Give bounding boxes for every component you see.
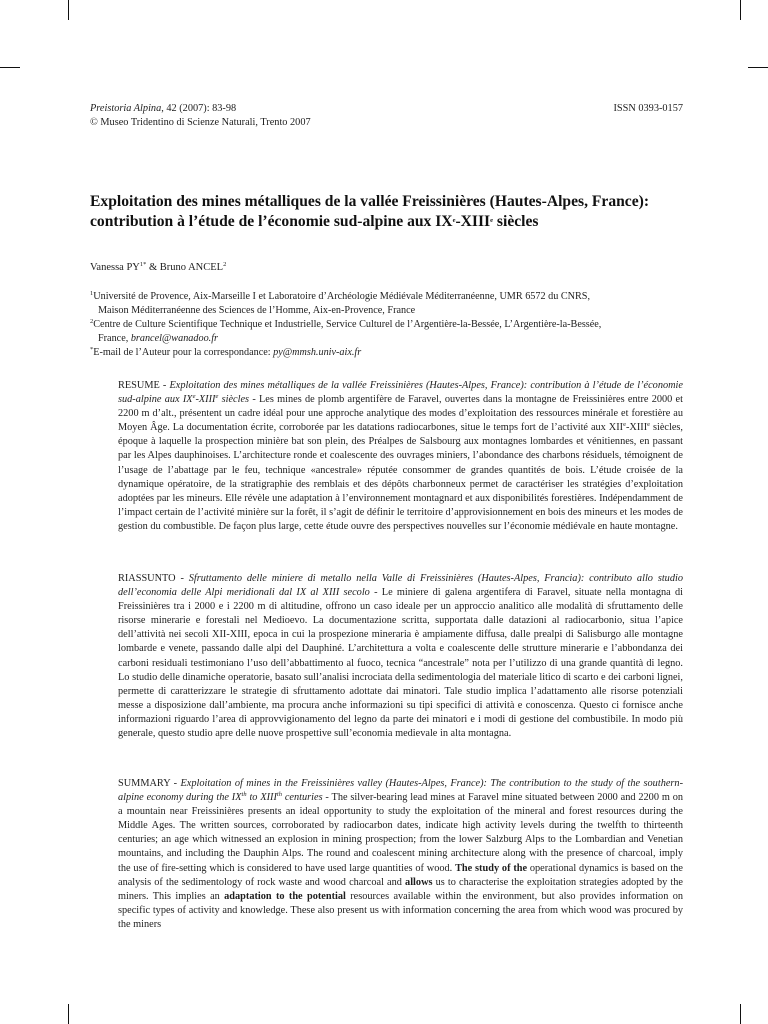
email-link[interactable]: brancel@wanadoo.fr	[130, 333, 219, 345]
article-title	[90, 192, 690, 232]
affiliation-1-cont: Maison Méditerranéenne des Sciences de l’Homme, Aix-en-Provence, France	[98, 305, 416, 317]
crop-mark	[740, 0, 741, 20]
affil-text: E-mail de l’Auteur pour la correspondance:	[93, 347, 274, 359]
abstract-sup: th	[276, 791, 282, 799]
correspondence	[90, 346, 684, 360]
abstract-title: siècles	[218, 394, 250, 406]
abstract-body: siècles, époque à laquelle la prospection minière bat son plein, des Préalpes de Salsbourg aux montagnes lombardes et vénitiennes, en passant par les Alpes dauphinoises. L’architecture ronde et coalescente des ouvrages miniers, l’abondance des charbons résiduels, témoignent de l’usage de l’abattage par le feu, technique «ancestrale» réputée consommer de grandes quantités de bois. L’étude croisée de la dynamique opératoire, de la stratigraphie des remblais et des dépôts charbonneux permet de caractériser les stratégies d’exploitation adoptées par les mineurs. Elle révèle une adaptation à l’environnement montagnard et aux disponibilités forestières. Indépendamment de l’impact certain de l’activité minière sur la forêt, il s’agit de définir le territoire d’approvisionnement en bois des mineurs et les modes de gestion du combustible. De façon plus large, cette étude ouvre des perspectives nouvelles sur l’économie médiévale en haute montagne.	[118, 422, 683, 532]
crop-mark	[68, 0, 69, 20]
abstract-body: operational dynamics is based on the analysis of the sedimentology of rock waste and wood charcoal and	[118, 862, 683, 888]
citation: , 42 (2007): 83-98	[161, 103, 237, 114]
abstract-title: -XIII	[195, 394, 216, 406]
abstract-sup: e	[192, 393, 196, 401]
crop-mark	[0, 67, 20, 68]
title-text: siècles	[493, 213, 539, 230]
abstract-sup: th	[241, 791, 247, 799]
affil-number: 1	[90, 290, 94, 297]
abstract-title: to XIII	[246, 792, 277, 804]
abstract-title: Exploitation of mines in the Freissinières valley (Hautes-Alpes, France): The contribution to the study of the southern-alpine economy during the IX	[118, 778, 683, 804]
author-sup: 2	[223, 261, 227, 268]
title-line-2: contribution à l’étude de l’économie sud-alpine aux IX	[90, 213, 453, 230]
abstract-body: us to characterise the exploitation strategies adopted by the miners. This implies an	[118, 876, 684, 902]
journal-name: Preistoria Alpina	[90, 103, 162, 114]
affiliation-2-cont	[90, 332, 684, 346]
affil-text: Université de Provence, Aix-Marseille I et Laboratoire d’Archéologie Médiévale Méditerranéenne, UMR 6572 du CNRS,	[93, 291, 591, 302]
summary-paragraph	[118, 777, 683, 932]
title-text: -XIII	[455, 213, 491, 230]
author-name: Bruno ANCEL	[159, 262, 224, 273]
riassunto-paragraph	[118, 572, 683, 741]
title-sup: e	[452, 217, 456, 224]
crop-mark	[748, 67, 768, 68]
affil-number: *	[90, 346, 94, 354]
abstract-body: - Le miniere di galena argentifera di Faravel, situate nella montagna di Freissinières tra i 2000 e i 2200 m di altitudine, offrono un caso ideale per un approccio analitico alle modalità di sfruttamento delle risorse minerarie e forestali nel Medioevo. La documentazione scritta, supportata dalle datazioni al radiocarbonio, situa l’apice dell’attività nei secoli XII-XIII, epoca in cui la prospezione mineraria è ampiamente diffusa, dalle prealpi di Salisburgo alle montagne lombarde e venete, passando dalle alpi del Dauphiné. L’architettura a volta e coalescente delle strutture minerarie e l’abbondanza dei carboni residuali testimoniano l’uso dell’abbattimento al fuoco, tecnica “ancestrale” nota per l’utilizzo di una grande quantità di legno. Lo studio delle dinamiche operatorie, basato sull’analisi incrociata della sedimentologia del materiale litico di scarto e dei carboni lignei, permette di caratterizzare le strategie di sfruttamento adottate dai minatori. Tale studio implica l’adattamento alle risorse potenziali messe a disposizione dall’ambiente, ma procura anche informazioni su tipi specifici di attività e conoscenza. Questo ci fornisce anche informazioni riguardo l’area di approvvigionamento del legno da parte dei minatori e i modi di gestione del combustibile. In modo più generale, questo studio apre delle nuove prospettive sull’economia medievale in alta montagna.	[118, 587, 683, 740]
section-label: RIASSUNTO -	[118, 573, 189, 584]
email-link[interactable]: py@mmsh.univ-aix.fr	[273, 347, 362, 359]
authors	[90, 262, 226, 273]
crop-mark	[68, 1004, 69, 1024]
abstract-sup: e	[215, 393, 219, 401]
abstract-sup: e	[647, 421, 651, 429]
copyright: © Museo Tridentino di Scienze Naturali, Trento 2007	[90, 117, 311, 128]
affil-number: 2	[90, 318, 94, 326]
abstract-body: - The silver-bearing lead mines at Faravel mine situated between 2000 and 2200 m on a mountain near Freissinières presents an ideal opportunity to study the exploitation of the mineral and forest resources during the Middle Ages. The written sources, corroborated by radiocarbon dates, indicate high activity levels during the twelfth to thirteenth centuries; an age which witnessed an explosion in mining prospection; from the lower Salzburg Alps to the Lombardian and Venetian mountains, and including the Dauphin Alps. The round and coalescent mining architecture along with the presence of charcoal, imply the use of fire-setting which is considered to have used large quantities of wood.	[118, 792, 684, 874]
abstract-bold: allows	[405, 876, 433, 888]
affiliation-2	[90, 318, 684, 332]
abstract-title: Sfruttamento delle miniere di metallo nella Valle di Freissinières (Hautes-Alpes, Francia): contributo allo studio dell’economia delle Alpi meridionali dal IX al XIII secolo	[118, 573, 683, 599]
abstract-body: - Les mines de plomb argentifère de Faravel, ouvertes dans la montagne de Freissinières entre 2000 et 2200 m d’alt., présentent un cadre idéal pour une approche analytique des modes d’exploitation des ressources minérale et forestière au Moyen Âge. La documentation écrite, corroborée par les datations radiocarbones, situe le temps fort de l’activité aux XII	[118, 394, 683, 434]
abstract-title: Exploitation des mines métalliques de la vallée Freissinières (Hautes-Alpes, France): contribution à l’étude de l’économie sud-alpine aux IX	[118, 380, 683, 406]
affil-text: France,	[98, 333, 131, 345]
abstract-title: centuries	[281, 792, 323, 804]
author-name: Vanessa PY	[90, 262, 140, 273]
affil-text: Centre de Culture Scientifique Technique et Industrielle, Service Culturel de l’Argentière-la-Bessée, L’Argentière-la-Bessée,	[93, 319, 602, 331]
resume-paragraph	[118, 379, 683, 534]
abstract-bold: The study of the	[455, 862, 528, 874]
abstract-body: resources available within the environment, but also provides information on specific types of activity and knowledge. These also present us with information concerning the area from which wood was procured by the miners	[118, 890, 683, 930]
title-line-1: Exploitation des mines métalliques de la vallée Freissinières (Hautes-Alpes, France):	[90, 193, 650, 210]
crop-mark	[740, 1004, 741, 1024]
issn: ISSN 0393-0157	[613, 103, 683, 114]
author-sep: &	[146, 262, 160, 273]
abstract-body: -XIII	[625, 422, 648, 434]
abstract-sup: e	[623, 421, 626, 429]
running-header	[90, 102, 683, 130]
author-sup: 1*	[139, 261, 147, 268]
section-label: SUMMARY -	[118, 778, 181, 789]
affiliation-1	[90, 290, 684, 304]
section-label: RESUME -	[118, 380, 170, 391]
title-sup: e	[490, 217, 494, 224]
citation-line	[90, 102, 683, 116]
abstract-bold: adaptation to the potential	[224, 890, 346, 902]
affiliations	[90, 290, 684, 360]
